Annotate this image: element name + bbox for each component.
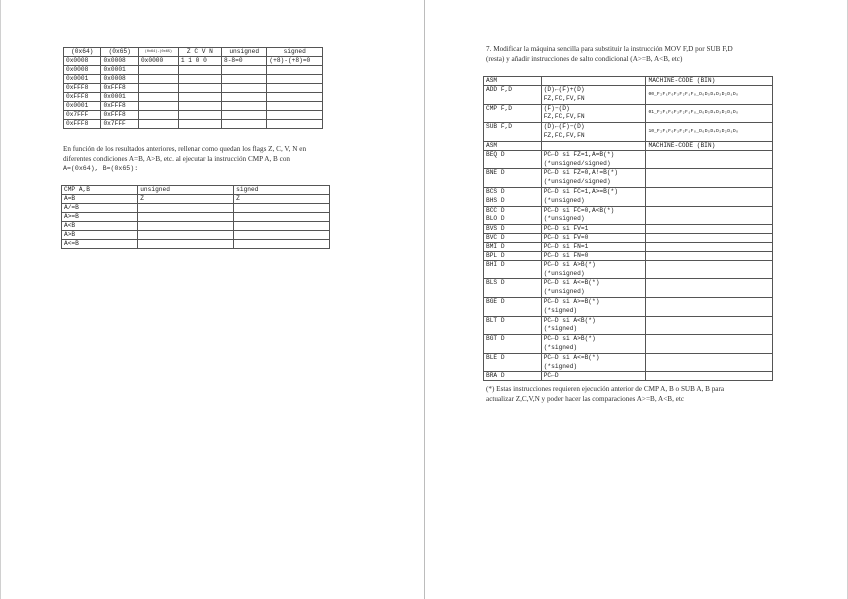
desc-line: PC←D si FC=0,A<B(*) (543, 206, 615, 214)
table-cell (138, 111, 178, 120)
table-cell (138, 75, 178, 84)
table-cell: Z (234, 195, 330, 204)
instruction-set-table (483, 76, 773, 381)
table-cell (267, 93, 323, 102)
desc-line: (*signed) (543, 343, 578, 351)
col-header: (0x64) (64, 48, 101, 57)
desc-cell: PC←D si FV=1 (541, 225, 646, 234)
table-cell: 0x7FFF (64, 111, 101, 120)
table-row (64, 75, 323, 84)
desc-line: PC←D si FC=1,A>=B(*) (543, 187, 618, 195)
asm-line: BHS D (486, 196, 505, 204)
table-header-row (64, 48, 323, 57)
table-cell (222, 75, 267, 84)
table-row (62, 195, 330, 204)
desc-line: PC←D si A>B(*) (543, 260, 596, 268)
code-cell (646, 242, 773, 251)
col-header: Z C V N (178, 48, 221, 57)
table-row (484, 242, 773, 251)
table-header-row (484, 141, 773, 150)
table-row (64, 120, 323, 129)
asm-line: BEQ D (486, 150, 505, 158)
col-header: signed (267, 48, 323, 57)
table-row (64, 84, 323, 93)
desc-line: (*signed) (543, 306, 578, 314)
code-cell (646, 225, 773, 234)
desc-line: FZ,FC,FV,FN (543, 113, 585, 121)
asm-cell (484, 260, 542, 279)
table-cell: 0x0000 (138, 57, 178, 66)
desc-cell: PC←D si FV=0 (541, 234, 646, 243)
subtraction-results-table (63, 47, 323, 129)
table-cell: 0xFFF8 (64, 84, 101, 93)
table-cell: 0xFFF8 (101, 102, 138, 111)
table-row (62, 222, 330, 231)
table-row (484, 316, 773, 335)
asm-cell (484, 297, 542, 316)
table-row (64, 111, 323, 120)
table-cell (222, 102, 267, 111)
code-cell: 01_F₂F₁F₀F₃F₂F₁F₀_D₆D₅D₄D₃D₂D₁D₀ (646, 104, 773, 123)
asm-cell (484, 353, 542, 372)
table-cell (267, 120, 323, 129)
desc-line: PC←D si A>=B(*) (543, 297, 600, 305)
table-row (484, 234, 773, 243)
desc-cell (541, 187, 646, 206)
desc-cell (541, 297, 646, 316)
code-cell (646, 353, 773, 372)
table-cell: 0x0001 (64, 102, 101, 111)
table-cell (234, 204, 330, 213)
code-cell (646, 260, 773, 279)
desc-cell (541, 260, 646, 279)
table-cell (234, 222, 330, 231)
asm-cell (484, 316, 542, 335)
asm-line (486, 178, 539, 187)
table-cell: 0x0008 (101, 57, 138, 66)
desc-line: FZ,FC,FV,FN (543, 94, 585, 102)
paragraph-line: En función de los resultados anteriores, rellenar como quedan los flags Z, C, V, N en (63, 145, 307, 153)
table-row (484, 279, 773, 298)
asm-cell (484, 104, 542, 123)
asm-cell (484, 187, 542, 206)
table-cell (138, 66, 178, 75)
table-cell: A<=B (62, 240, 138, 249)
table-row (484, 86, 773, 105)
code-cell (646, 316, 773, 335)
asm-line: BGT D (486, 335, 505, 343)
table-cell (178, 75, 221, 84)
desc-cell (541, 316, 646, 335)
table-cell: 0x0008 (64, 66, 101, 75)
table-row (484, 251, 773, 260)
code-cell: 00_F₂F₁F₀F₃F₂F₁F₀_D₆D₅D₄D₃D₂D₁D₀ (646, 86, 773, 105)
table-row (64, 93, 323, 102)
code-cell (646, 187, 773, 206)
page-divider (424, 0, 425, 599)
asm-line: BLS D (486, 279, 505, 287)
code-cell (646, 279, 773, 298)
asm-line: BLO D (486, 215, 505, 223)
table-cell (138, 84, 178, 93)
table-cell (222, 84, 267, 93)
desc-cell (541, 123, 646, 142)
table-cell (138, 204, 234, 213)
table-cell: 0x0008 (101, 75, 138, 84)
table-row (64, 102, 323, 111)
asm-cell (484, 150, 542, 169)
asm-line: BHI D (486, 260, 505, 268)
table-cell (267, 111, 323, 120)
table-header-row (484, 77, 773, 86)
table-row (484, 260, 773, 279)
desc-line: (*signed) (543, 362, 578, 370)
desc-cell (541, 279, 646, 298)
table-cell (222, 120, 267, 129)
table-cell (267, 66, 323, 75)
asm-line: BNE D (486, 169, 505, 177)
table-row (484, 123, 773, 142)
desc-line: (*unsigned) (543, 215, 585, 223)
footnote-line: actualizar Z,C,V,N y poder hacer las comparaciones A>=B, A<B, etc (486, 394, 685, 403)
asm-cell (484, 123, 542, 142)
asm-line: SUB F,D (486, 123, 512, 131)
code-cell (646, 297, 773, 316)
asm-cell (484, 169, 542, 188)
table-row (484, 297, 773, 316)
table-row (484, 206, 773, 225)
table-row (62, 231, 330, 240)
asm-cell: BPL D (484, 251, 542, 260)
footnote-line: (*) Estas instrucciones requieren ejecución anterior de CMP A, B o SUB A, B para (486, 385, 725, 393)
table-cell (267, 84, 323, 93)
exercise-7-heading (486, 45, 786, 64)
desc-cell: PC←D si FN=0 (541, 251, 646, 260)
col-header: MACHINE-CODE (BIN) (646, 141, 773, 150)
desc-line: (*unsigned) (543, 269, 585, 277)
table-cell: 0xFFF8 (101, 111, 138, 120)
table-cell (178, 120, 221, 129)
table-row (64, 57, 323, 66)
desc-cell (541, 150, 646, 169)
asm-line: BLT D (486, 316, 505, 324)
col-header: ASM (484, 77, 542, 86)
desc-line: FZ,FC,FV,FN (543, 131, 585, 139)
asm-line: ADD F,D (486, 86, 512, 93)
asm-cell: BRA D (484, 372, 542, 381)
desc-cell (541, 335, 646, 354)
table-cell: 0x0008 (64, 57, 101, 66)
desc-line: (D)←(F)+(D) (543, 86, 585, 93)
desc-cell (541, 86, 646, 105)
table-cell: A/=B (62, 204, 138, 213)
cmp-flags-table (61, 185, 330, 249)
table-cell: A=B (62, 195, 138, 204)
table-cell (138, 231, 234, 240)
table-cell: 1 1 0 0 (178, 57, 221, 66)
desc-line: PC←D si A<=B(*) (543, 279, 600, 287)
table-row (62, 213, 330, 222)
table-cell: A<B (62, 222, 138, 231)
table-row (484, 150, 773, 169)
desc-cell: PC←D si FN=1 (541, 242, 646, 251)
table-cell (138, 102, 178, 111)
asm-cell: BMI D (484, 242, 542, 251)
asm-line: CMP F,D (486, 104, 512, 112)
table-cell: 0xFFF8 (64, 120, 101, 129)
table-cell (178, 66, 221, 75)
table-cell (178, 111, 221, 120)
table-cell: 0x0001 (101, 66, 138, 75)
table-header-row (62, 186, 330, 195)
asm-cell (484, 279, 542, 298)
desc-line: (*unsigned/signed) (543, 178, 611, 186)
table-cell (138, 222, 234, 231)
desc-line: PC←D si A>B(*) (543, 335, 596, 343)
asm-cell: BVC D (484, 234, 542, 243)
table-cell (234, 240, 330, 249)
asm-cell (484, 335, 542, 354)
col-header: (0x65) (101, 48, 138, 57)
col-header: MACHINE-CODE (BIN) (646, 77, 773, 86)
desc-line: (F)−(D) (543, 104, 570, 112)
code-cell (646, 335, 773, 354)
table-cell: 0x0001 (64, 75, 101, 84)
asm-line: BGE D (486, 297, 505, 305)
table-cell (267, 102, 323, 111)
table-cell: A>=B (62, 213, 138, 222)
table-cell: 8-8=0 (222, 57, 267, 66)
table-cell (178, 84, 221, 93)
desc-line: (*unsigned/signed) (543, 159, 611, 167)
asm-line: BCC D (486, 206, 505, 214)
table-cell (138, 213, 234, 222)
table-cell (178, 102, 221, 111)
code-cell: 10_F₂F₁F₀F₃F₂F₁F₀_D₆D₅D₄D₃D₂D₁D₀ (646, 123, 773, 142)
table-cell: Z (138, 195, 234, 204)
desc-cell (541, 104, 646, 123)
col-header: unsigned (138, 186, 234, 195)
desc-cell (541, 206, 646, 225)
table-cell (178, 93, 221, 102)
table-row (62, 204, 330, 213)
desc-line: (*unsigned) (543, 196, 585, 204)
page-edge-left (0, 0, 1, 599)
col-header: CMP A,B (62, 186, 138, 195)
table-cell (234, 231, 330, 240)
table-row (62, 240, 330, 249)
desc-line: PC←D si A<B(*) (543, 316, 596, 324)
asm-cell: BVS D (484, 225, 542, 234)
col-header: ASM (484, 141, 542, 150)
col-header: signed (234, 186, 330, 195)
table-row (484, 104, 773, 123)
table-cell (138, 93, 178, 102)
table-cell (222, 111, 267, 120)
col-header: unsigned (222, 48, 267, 57)
table-row (484, 335, 773, 354)
desc-line: (D)←(F)−(D) (543, 123, 585, 131)
code-cell (646, 206, 773, 225)
desc-cell (541, 169, 646, 188)
asm-line: BCS D (486, 187, 505, 195)
heading-line: (resta) y añadir instrucciones de salto condicional (A>=B, A<B, etc) (486, 54, 683, 63)
table-cell (138, 240, 234, 249)
desc-cell (541, 353, 646, 372)
col-header (541, 77, 646, 86)
table-row (484, 372, 773, 381)
table-cell: (+8)-(+8)=0 (267, 57, 323, 66)
code-cell (646, 251, 773, 260)
table-cell: 0xFFF8 (64, 93, 101, 102)
asm-line (486, 160, 539, 169)
table-row (484, 225, 773, 234)
table-cell: 0x7FFF (101, 120, 138, 129)
asm-cell (484, 206, 542, 225)
col-header: (0x64)-(0x65) (138, 48, 178, 57)
table-row (484, 353, 773, 372)
desc-line: PC←D si FZ=0,A!=B(*) (543, 169, 618, 177)
desc-line: (*signed) (543, 325, 578, 333)
code-cell (646, 372, 773, 381)
table-cell (222, 66, 267, 75)
asm-line: BLE D (486, 353, 505, 361)
desc-line: PC←D si A<=B(*) (543, 353, 600, 361)
code-cell (646, 150, 773, 169)
col-header (541, 141, 646, 150)
table-row (64, 66, 323, 75)
table-cell: 0xFFF8 (101, 84, 138, 93)
paragraph-line: A=(0x64), B=(0x65): (63, 165, 139, 173)
asm-cell (484, 86, 542, 105)
desc-line: PC←D si FZ=1,A=B(*) (543, 150, 615, 158)
flags-instructions-paragraph (63, 145, 353, 174)
table-cell (234, 213, 330, 222)
table-cell: 0x0001 (101, 93, 138, 102)
desc-cell: PC←D (541, 372, 646, 381)
paragraph-line: diferentes condiciones A=B, A>B, etc. al ejecutar la instrucción CMP A, B con (63, 154, 291, 163)
table-row (484, 187, 773, 206)
heading-line: 7. Modificar la máquina sencilla para substituir la instrucción MOV F,D por SUB F,D (486, 45, 733, 53)
footnote (486, 385, 786, 404)
table-cell (222, 93, 267, 102)
table-cell (267, 75, 323, 84)
table-cell (138, 120, 178, 129)
table-cell: A>B (62, 231, 138, 240)
code-cell (646, 169, 773, 188)
desc-line: (*unsigned) (543, 288, 585, 296)
table-row (484, 169, 773, 188)
code-cell (646, 234, 773, 243)
